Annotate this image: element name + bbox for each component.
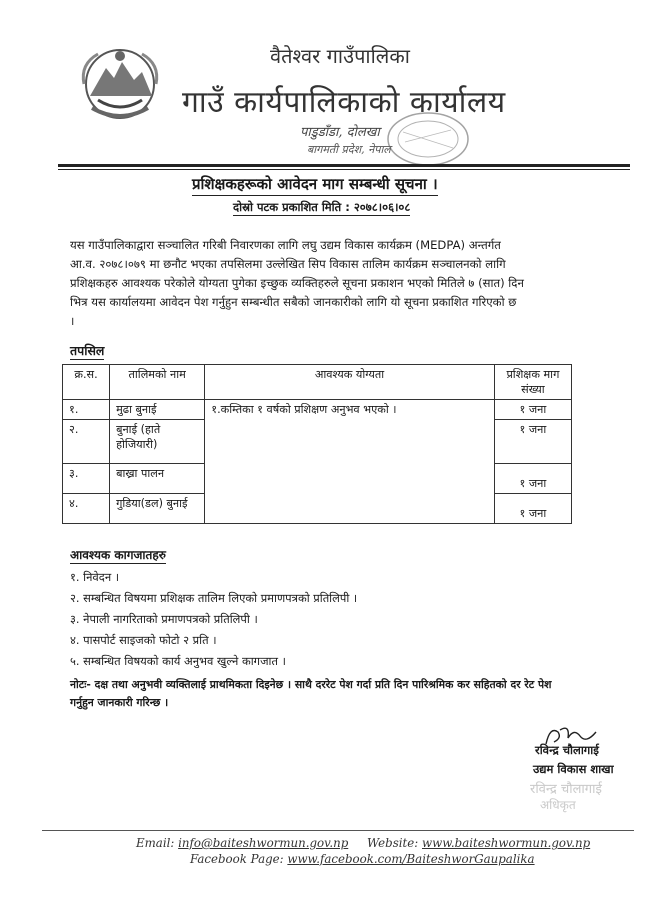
document-item: १. निवेदन । [70, 570, 120, 584]
row-training-name: मुढा बुनाई [110, 400, 205, 420]
nepal-emblem-icon [78, 44, 162, 124]
details-label: तपसिल [70, 343, 105, 358]
paragraph-line: आ.व. २०७८।०७९ मा छनौट भएका तपसिलमा उल्लेखित सिप विकास तालिम कार्यक्रम सञ्चालनको लागि [70, 257, 506, 271]
header-trainer-count: प्रशिक्षक माग संख्या [494, 365, 571, 400]
facebook-link[interactable]: www.facebook.com/BaiteshworGaupalika [287, 852, 535, 866]
note-line: नोटः- दक्ष तथा अनुभवी व्यक्तिलाई प्राथमिकता दिइनेछ । साथै दररेट पेश गर्दा प्रति दिन पारिश्रमिक कर सहितको दर रेट पेश [70, 678, 552, 691]
email-label: Email: [136, 836, 175, 850]
letterhead-province: बागमती प्रदेश, नेपाल [307, 143, 391, 156]
notice-note [70, 676, 642, 712]
letterhead-address: पाडुडाँडा, दोलखा [300, 125, 380, 140]
header-divider [58, 164, 630, 167]
stamp-post: अधिकृत [540, 798, 576, 812]
table-header-row [63, 365, 572, 400]
footer-divider [42, 830, 634, 831]
stamp-name: रविन्द्र चौलागाई [530, 782, 602, 797]
office-stamp-icon [383, 108, 473, 170]
row-count: १ जना [494, 420, 571, 464]
header-qualification: आवश्यक योग्यता [205, 365, 495, 400]
letterhead-office-name: गाउँ कार्यपालिकाको कार्यालय [182, 85, 506, 120]
row-sn: ३. [63, 464, 110, 494]
signatory-department: उद्यम विकास शाखा [533, 762, 614, 776]
paragraph-line: भित्र यस कार्यालयमा आवेदन पेश गर्नुहुन सम्बन्धीत सबैको जानकारीको लागि यो सूचना प्रकाशित गरिएको छ [70, 295, 517, 309]
publication-date: दोस्रो पटक प्रकाशित मिति : २०७८।०६।०८ [233, 200, 411, 214]
row-training-name: बुनाई (हाते होजियारी) [110, 420, 205, 464]
table-row [63, 400, 572, 420]
document-item: ५. सम्बन्धित विषयको कार्य अनुभव खुल्ने कागजात । [70, 654, 286, 668]
note-line: गर्नुहुन जानकारी गरिन्छ । [70, 696, 169, 709]
row-sn: ४. [63, 494, 110, 524]
header-divider-thin [58, 169, 630, 170]
document-item: ३. नेपाली नागरिताको प्रमाणपत्रको प्रतिलिपी । [70, 612, 258, 626]
signatory-name: रविन्द्र चौलागाई [535, 743, 599, 757]
paragraph-line: । [70, 314, 75, 328]
header-sn: क्र.स. [63, 365, 110, 400]
header-training-name: तालिमको नाम [110, 365, 205, 400]
row-count: १ जना [494, 400, 571, 420]
facebook-label: Facebook Page: [190, 852, 284, 866]
notice-paragraph [70, 236, 640, 331]
document-item: ४. पासपोर्ट साइजको फोटो २ प्रति । [70, 633, 217, 647]
email-link[interactable]: info@baiteshwormun.gov.np [178, 836, 349, 850]
row-qualification: १.कम्तिका १ वर्षको प्रशिक्षण अनुभव भएको । [205, 400, 495, 524]
paragraph-line: प्रशिक्षकहरु आवश्यक परेकोले योग्यता पुगेका इच्छुक व्यक्तिहरुले सूचना प्रकाशन भएको मितिले ७ (सात) दिन [70, 276, 524, 290]
row-training-name: गुडिया(डल) बुनाई [110, 494, 205, 524]
notice-title: प्रशिक्षकहरूको आवेदन माग सम्बन्धी सूचना । [192, 174, 438, 196]
required-documents-title: आवश्यक कागजातहरु [70, 548, 166, 562]
row-training-name: बाख्रा पालन [110, 464, 205, 494]
website-link[interactable]: www.baiteshwormun.gov.np [422, 836, 591, 850]
footer-contact-line [136, 836, 590, 850]
trainer-table [62, 364, 572, 524]
row-sn: २. [63, 420, 110, 464]
footer-facebook-line [190, 852, 535, 866]
website-label: Website: [367, 836, 419, 850]
paragraph-line: यस गाउँपालिकाद्वारा सञ्चालित गरिबी निवारणका लागि लघु उद्यम विकास कार्यक्रम (MEDPA) अन्तर्गत [70, 238, 501, 252]
document-item: २. सम्बन्धित विषयमा प्रशिक्षक तालिम लिएको प्रमाणपत्रको प्रतिलिपी । [70, 591, 358, 605]
row-count: १ जना [494, 494, 571, 524]
letterhead-line1: वैतेश्वर गाउँपालिका [270, 44, 410, 68]
row-count: १ जना [494, 464, 571, 494]
row-sn: १. [63, 400, 110, 420]
